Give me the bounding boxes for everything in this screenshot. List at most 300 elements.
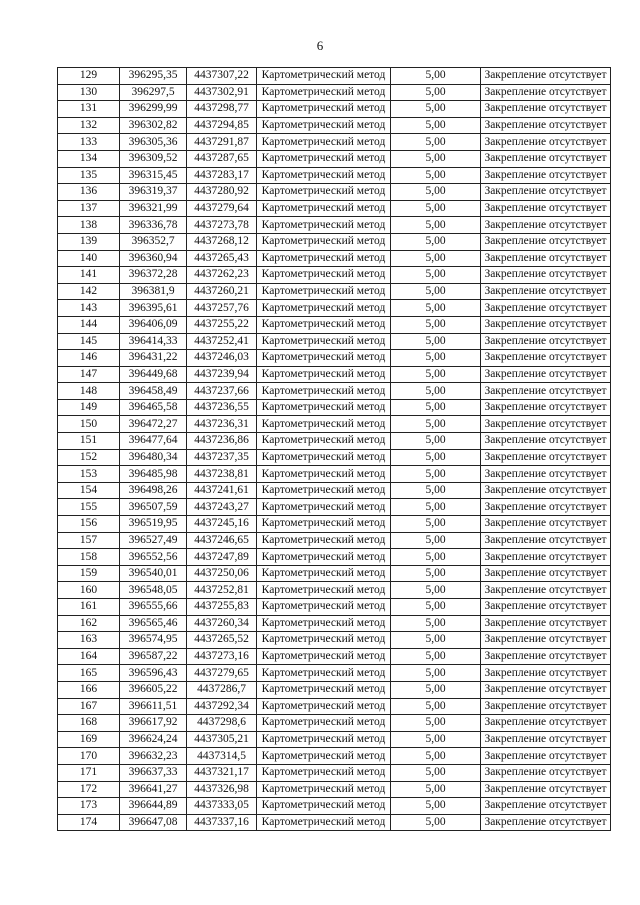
point-number-cell: 171 — [58, 764, 120, 781]
method-cell: Картометрический метод — [257, 499, 391, 516]
x-coordinate-cell: 396480,34 — [120, 449, 187, 466]
method-cell: Картометрический метод — [257, 366, 391, 383]
fixation-cell: Закрепление отсутствует — [481, 599, 611, 616]
point-number-cell: 136 — [58, 184, 120, 201]
x-coordinate-cell: 396540,01 — [120, 565, 187, 582]
y-coordinate-cell: 4437302,91 — [187, 84, 257, 101]
y-coordinate-cell: 4437337,16 — [187, 814, 257, 831]
x-coordinate-cell: 396302,82 — [120, 117, 187, 134]
method-cell: Картометрический метод — [257, 764, 391, 781]
y-coordinate-cell: 4437292,34 — [187, 698, 257, 715]
fixation-cell: Закрепление отсутствует — [481, 267, 611, 284]
x-coordinate-cell: 396641,27 — [120, 781, 187, 798]
point-number-cell: 149 — [58, 399, 120, 416]
x-coordinate-cell: 396315,45 — [120, 167, 187, 184]
point-number-cell: 157 — [58, 532, 120, 549]
accuracy-cell: 5,00 — [391, 814, 481, 831]
y-coordinate-cell: 4437307,22 — [187, 68, 257, 85]
y-coordinate-cell: 4437280,92 — [187, 184, 257, 201]
method-cell: Картометрический метод — [257, 433, 391, 450]
accuracy-cell: 5,00 — [391, 333, 481, 350]
method-cell: Картометрический метод — [257, 117, 391, 134]
x-coordinate-cell: 396574,95 — [120, 632, 187, 649]
table-row — [58, 764, 611, 781]
point-number-cell: 153 — [58, 466, 120, 483]
fixation-cell: Закрепление отсутствует — [481, 681, 611, 698]
accuracy-cell: 5,00 — [391, 68, 481, 85]
x-coordinate-cell: 396297,5 — [120, 84, 187, 101]
method-cell: Картометрический метод — [257, 466, 391, 483]
x-coordinate-cell: 396299,99 — [120, 101, 187, 118]
fixation-cell: Закрепление отсутствует — [481, 549, 611, 566]
method-cell: Картометрический метод — [257, 134, 391, 151]
table-body — [58, 68, 611, 831]
accuracy-cell: 5,00 — [391, 84, 481, 101]
y-coordinate-cell: 4437273,78 — [187, 217, 257, 234]
x-coordinate-cell: 396431,22 — [120, 350, 187, 367]
fixation-cell: Закрепление отсутствует — [481, 516, 611, 533]
accuracy-cell: 5,00 — [391, 599, 481, 616]
fixation-cell: Закрепление отсутствует — [481, 167, 611, 184]
x-coordinate-cell: 396552,56 — [120, 549, 187, 566]
x-coordinate-cell: 396647,08 — [120, 814, 187, 831]
accuracy-cell: 5,00 — [391, 731, 481, 748]
accuracy-cell: 5,00 — [391, 648, 481, 665]
fixation-cell: Закрепление отсутствует — [481, 134, 611, 151]
table-row — [58, 632, 611, 649]
x-coordinate-cell: 396605,22 — [120, 681, 187, 698]
table-row — [58, 184, 611, 201]
point-number-cell: 152 — [58, 449, 120, 466]
fixation-cell: Закрепление отсутствует — [481, 715, 611, 732]
method-cell: Картометрический метод — [257, 482, 391, 499]
y-coordinate-cell: 4437294,85 — [187, 117, 257, 134]
x-coordinate-cell: 396527,49 — [120, 532, 187, 549]
accuracy-cell: 5,00 — [391, 184, 481, 201]
method-cell: Картометрический метод — [257, 399, 391, 416]
fixation-cell: Закрепление отсутствует — [481, 698, 611, 715]
table-row — [58, 565, 611, 582]
fixation-cell: Закрепление отсутствует — [481, 798, 611, 815]
point-number-cell: 137 — [58, 200, 120, 217]
method-cell: Картометрический метод — [257, 333, 391, 350]
point-number-cell: 163 — [58, 632, 120, 649]
fixation-cell: Закрепление отсутствует — [481, 84, 611, 101]
table-row — [58, 615, 611, 632]
method-cell: Картометрический метод — [257, 582, 391, 599]
fixation-cell: Закрепление отсутствует — [481, 764, 611, 781]
table-row — [58, 250, 611, 267]
x-coordinate-cell: 396295,35 — [120, 68, 187, 85]
y-coordinate-cell: 4437298,6 — [187, 715, 257, 732]
y-coordinate-cell: 4437236,55 — [187, 399, 257, 416]
fixation-cell: Закрепление отсутствует — [481, 101, 611, 118]
method-cell: Картометрический метод — [257, 233, 391, 250]
accuracy-cell: 5,00 — [391, 565, 481, 582]
method-cell: Картометрический метод — [257, 250, 391, 267]
x-coordinate-cell: 396548,05 — [120, 582, 187, 599]
point-number-cell: 162 — [58, 615, 120, 632]
fixation-cell: Закрепление отсутствует — [481, 68, 611, 85]
point-number-cell: 155 — [58, 499, 120, 516]
y-coordinate-cell: 4437257,76 — [187, 300, 257, 317]
point-number-cell: 135 — [58, 167, 120, 184]
fixation-cell: Закрепление отсутствует — [481, 416, 611, 433]
fixation-cell: Закрепление отсутствует — [481, 316, 611, 333]
fixation-cell: Закрепление отсутствует — [481, 615, 611, 632]
table-row — [58, 482, 611, 499]
point-number-cell: 141 — [58, 267, 120, 284]
accuracy-cell: 5,00 — [391, 200, 481, 217]
fixation-cell: Закрепление отсутствует — [481, 233, 611, 250]
accuracy-cell: 5,00 — [391, 482, 481, 499]
x-coordinate-cell: 396352,7 — [120, 233, 187, 250]
x-coordinate-cell: 396321,99 — [120, 200, 187, 217]
table-row — [58, 549, 611, 566]
x-coordinate-cell: 396449,68 — [120, 366, 187, 383]
table-row — [58, 316, 611, 333]
y-coordinate-cell: 4437246,65 — [187, 532, 257, 549]
table-row — [58, 134, 611, 151]
point-number-cell: 129 — [58, 68, 120, 85]
x-coordinate-cell: 396611,51 — [120, 698, 187, 715]
fixation-cell: Закрепление отсутствует — [481, 150, 611, 167]
y-coordinate-cell: 4437265,52 — [187, 632, 257, 649]
fixation-cell: Закрепление отсутствует — [481, 781, 611, 798]
method-cell: Картометрический метод — [257, 599, 391, 616]
point-number-cell: 164 — [58, 648, 120, 665]
table-row — [58, 698, 611, 715]
method-cell: Картометрический метод — [257, 316, 391, 333]
accuracy-cell: 5,00 — [391, 466, 481, 483]
table-row — [58, 731, 611, 748]
method-cell: Картометрический метод — [257, 731, 391, 748]
fixation-cell: Закрепление отсутствует — [481, 632, 611, 649]
method-cell: Картометрический метод — [257, 267, 391, 284]
table-row — [58, 283, 611, 300]
table-row — [58, 814, 611, 831]
accuracy-cell: 5,00 — [391, 681, 481, 698]
method-cell: Картометрический метод — [257, 698, 391, 715]
accuracy-cell: 5,00 — [391, 233, 481, 250]
point-number-cell: 138 — [58, 217, 120, 234]
y-coordinate-cell: 4437333,05 — [187, 798, 257, 815]
method-cell: Картометрический метод — [257, 814, 391, 831]
x-coordinate-cell: 396406,09 — [120, 316, 187, 333]
accuracy-cell: 5,00 — [391, 134, 481, 151]
fixation-cell: Закрепление отсутствует — [481, 333, 611, 350]
point-number-cell: 148 — [58, 383, 120, 400]
method-cell: Картометрический метод — [257, 150, 391, 167]
method-cell: Картометрический метод — [257, 84, 391, 101]
point-number-cell: 161 — [58, 599, 120, 616]
accuracy-cell: 5,00 — [391, 399, 481, 416]
accuracy-cell: 5,00 — [391, 101, 481, 118]
method-cell: Картометрический метод — [257, 283, 391, 300]
accuracy-cell: 5,00 — [391, 698, 481, 715]
method-cell: Картометрический метод — [257, 383, 391, 400]
table-row — [58, 267, 611, 284]
x-coordinate-cell: 396498,26 — [120, 482, 187, 499]
y-coordinate-cell: 4437268,12 — [187, 233, 257, 250]
accuracy-cell: 5,00 — [391, 217, 481, 234]
table-row — [58, 466, 611, 483]
point-number-cell: 160 — [58, 582, 120, 599]
method-cell: Картометрический метод — [257, 549, 391, 566]
method-cell: Картометрический метод — [257, 449, 391, 466]
table-row — [58, 681, 611, 698]
fixation-cell: Закрепление отсутствует — [481, 433, 611, 450]
point-number-cell: 150 — [58, 416, 120, 433]
x-coordinate-cell: 396565,46 — [120, 615, 187, 632]
y-coordinate-cell: 4437273,16 — [187, 648, 257, 665]
table-row — [58, 167, 611, 184]
y-coordinate-cell: 4437241,61 — [187, 482, 257, 499]
point-number-cell: 133 — [58, 134, 120, 151]
point-number-cell: 166 — [58, 681, 120, 698]
table-row — [58, 150, 611, 167]
table-row — [58, 383, 611, 400]
y-coordinate-cell: 4437314,5 — [187, 748, 257, 765]
y-coordinate-cell: 4437255,22 — [187, 316, 257, 333]
x-coordinate-cell: 396507,59 — [120, 499, 187, 516]
fixation-cell: Закрепление отсутствует — [481, 250, 611, 267]
page-number: 6 — [316, 38, 324, 53]
table-row — [58, 117, 611, 134]
point-number-cell: 151 — [58, 433, 120, 450]
table-row — [58, 416, 611, 433]
x-coordinate-cell: 396458,49 — [120, 383, 187, 400]
x-coordinate-cell: 396336,78 — [120, 217, 187, 234]
x-coordinate-cell: 396465,58 — [120, 399, 187, 416]
y-coordinate-cell: 4437305,21 — [187, 731, 257, 748]
point-number-cell: 170 — [58, 748, 120, 765]
accuracy-cell: 5,00 — [391, 549, 481, 566]
y-coordinate-cell: 4437247,89 — [187, 549, 257, 566]
method-cell: Картометрический метод — [257, 416, 391, 433]
point-number-cell: 132 — [58, 117, 120, 134]
fixation-cell: Закрепление отсутствует — [481, 217, 611, 234]
y-coordinate-cell: 4437245,16 — [187, 516, 257, 533]
table-row — [58, 582, 611, 599]
y-coordinate-cell: 4437255,83 — [187, 599, 257, 616]
table-row — [58, 333, 611, 350]
point-number-cell: 156 — [58, 516, 120, 533]
fixation-cell: Закрепление отсутствует — [481, 283, 611, 300]
point-number-cell: 167 — [58, 698, 120, 715]
accuracy-cell: 5,00 — [391, 632, 481, 649]
y-coordinate-cell: 4437291,87 — [187, 134, 257, 151]
y-coordinate-cell: 4437250,06 — [187, 565, 257, 582]
table-row — [58, 217, 611, 234]
table-row — [58, 233, 611, 250]
y-coordinate-cell: 4437236,86 — [187, 433, 257, 450]
accuracy-cell: 5,00 — [391, 532, 481, 549]
accuracy-cell: 5,00 — [391, 665, 481, 682]
y-coordinate-cell: 4437279,64 — [187, 200, 257, 217]
table-row — [58, 665, 611, 682]
method-cell: Картометрический метод — [257, 715, 391, 732]
accuracy-cell: 5,00 — [391, 366, 481, 383]
point-number-cell: 147 — [58, 366, 120, 383]
point-number-cell: 144 — [58, 316, 120, 333]
table-row — [58, 101, 611, 118]
fixation-cell: Закрепление отсутствует — [481, 117, 611, 134]
accuracy-cell: 5,00 — [391, 167, 481, 184]
y-coordinate-cell: 4437326,98 — [187, 781, 257, 798]
method-cell: Картометрический метод — [257, 300, 391, 317]
method-cell: Картометрический метод — [257, 350, 391, 367]
x-coordinate-cell: 396372,28 — [120, 267, 187, 284]
accuracy-cell: 5,00 — [391, 350, 481, 367]
x-coordinate-cell: 396414,33 — [120, 333, 187, 350]
fixation-cell: Закрепление отсутствует — [481, 565, 611, 582]
fixation-cell: Закрепление отсутствует — [481, 499, 611, 516]
method-cell: Картометрический метод — [257, 217, 391, 234]
y-coordinate-cell: 4437262,23 — [187, 267, 257, 284]
y-coordinate-cell: 4437252,41 — [187, 333, 257, 350]
y-coordinate-cell: 4437283,17 — [187, 167, 257, 184]
fixation-cell: Закрепление отсутствует — [481, 383, 611, 400]
x-coordinate-cell: 396519,95 — [120, 516, 187, 533]
table-row — [58, 68, 611, 85]
point-number-cell: 140 — [58, 250, 120, 267]
y-coordinate-cell: 4437287,65 — [187, 150, 257, 167]
fixation-cell: Закрепление отсутствует — [481, 532, 611, 549]
fixation-cell: Закрепление отсутствует — [481, 200, 611, 217]
y-coordinate-cell: 4437260,21 — [187, 283, 257, 300]
point-number-cell: 173 — [58, 798, 120, 815]
table-row — [58, 499, 611, 516]
point-number-cell: 172 — [58, 781, 120, 798]
x-coordinate-cell: 396644,89 — [120, 798, 187, 815]
y-coordinate-cell: 4437286,7 — [187, 681, 257, 698]
x-coordinate-cell: 396360,94 — [120, 250, 187, 267]
table-row — [58, 748, 611, 765]
accuracy-cell: 5,00 — [391, 117, 481, 134]
method-cell: Картометрический метод — [257, 681, 391, 698]
accuracy-cell: 5,00 — [391, 316, 481, 333]
table-row — [58, 399, 611, 416]
x-coordinate-cell: 396485,98 — [120, 466, 187, 483]
point-number-cell: 145 — [58, 333, 120, 350]
accuracy-cell: 5,00 — [391, 582, 481, 599]
y-coordinate-cell: 4437239,94 — [187, 366, 257, 383]
y-coordinate-cell: 4437265,43 — [187, 250, 257, 267]
accuracy-cell: 5,00 — [391, 433, 481, 450]
table-row — [58, 532, 611, 549]
accuracy-cell: 5,00 — [391, 781, 481, 798]
x-coordinate-cell: 396617,92 — [120, 715, 187, 732]
accuracy-cell: 5,00 — [391, 383, 481, 400]
x-coordinate-cell: 396632,23 — [120, 748, 187, 765]
fixation-cell: Закрепление отсутствует — [481, 449, 611, 466]
fixation-cell: Закрепление отсутствует — [481, 731, 611, 748]
point-number-cell: 130 — [58, 84, 120, 101]
y-coordinate-cell: 4437260,34 — [187, 615, 257, 632]
y-coordinate-cell: 4437279,65 — [187, 665, 257, 682]
y-coordinate-cell: 4437238,81 — [187, 466, 257, 483]
table-row — [58, 599, 611, 616]
point-number-cell: 165 — [58, 665, 120, 682]
method-cell: Картометрический метод — [257, 665, 391, 682]
point-number-cell: 158 — [58, 549, 120, 566]
x-coordinate-cell: 396596,43 — [120, 665, 187, 682]
accuracy-cell: 5,00 — [391, 416, 481, 433]
fixation-cell: Закрепление отсутствует — [481, 665, 611, 682]
y-coordinate-cell: 4437243,27 — [187, 499, 257, 516]
table-row — [58, 350, 611, 367]
table-row — [58, 648, 611, 665]
accuracy-cell: 5,00 — [391, 748, 481, 765]
y-coordinate-cell: 4437237,66 — [187, 383, 257, 400]
accuracy-cell: 5,00 — [391, 150, 481, 167]
method-cell: Картометрический метод — [257, 532, 391, 549]
point-number-cell: 139 — [58, 233, 120, 250]
point-number-cell: 134 — [58, 150, 120, 167]
point-number-cell: 169 — [58, 731, 120, 748]
x-coordinate-cell: 396381,9 — [120, 283, 187, 300]
accuracy-cell: 5,00 — [391, 764, 481, 781]
table-row — [58, 200, 611, 217]
table-row — [58, 300, 611, 317]
accuracy-cell: 5,00 — [391, 250, 481, 267]
method-cell: Картометрический метод — [257, 565, 391, 582]
method-cell: Картометрический метод — [257, 101, 391, 118]
fixation-cell: Закрепление отсутствует — [481, 399, 611, 416]
method-cell: Картометрический метод — [257, 516, 391, 533]
method-cell: Картометрический метод — [257, 648, 391, 665]
x-coordinate-cell: 396472,27 — [120, 416, 187, 433]
point-number-cell: 154 — [58, 482, 120, 499]
y-coordinate-cell: 4437298,77 — [187, 101, 257, 118]
fixation-cell: Закрепление отсутствует — [481, 300, 611, 317]
x-coordinate-cell: 396309,52 — [120, 150, 187, 167]
fixation-cell: Закрепление отсутствует — [481, 366, 611, 383]
method-cell: Картометрический метод — [257, 798, 391, 815]
method-cell: Картометрический метод — [257, 68, 391, 85]
accuracy-cell: 5,00 — [391, 267, 481, 284]
accuracy-cell: 5,00 — [391, 283, 481, 300]
fixation-cell: Закрепление отсутствует — [481, 814, 611, 831]
accuracy-cell: 5,00 — [391, 798, 481, 815]
x-coordinate-cell: 396555,66 — [120, 599, 187, 616]
point-number-cell: 168 — [58, 715, 120, 732]
accuracy-cell: 5,00 — [391, 615, 481, 632]
fixation-cell: Закрепление отсутствует — [481, 648, 611, 665]
point-number-cell: 143 — [58, 300, 120, 317]
table-row — [58, 798, 611, 815]
y-coordinate-cell: 4437236,31 — [187, 416, 257, 433]
accuracy-cell: 5,00 — [391, 516, 481, 533]
x-coordinate-cell: 396624,24 — [120, 731, 187, 748]
x-coordinate-cell: 396319,37 — [120, 184, 187, 201]
table-row — [58, 516, 611, 533]
fixation-cell: Закрепление отсутствует — [481, 582, 611, 599]
point-number-cell: 146 — [58, 350, 120, 367]
table-row — [58, 84, 611, 101]
x-coordinate-cell: 396395,61 — [120, 300, 187, 317]
y-coordinate-cell: 4437237,35 — [187, 449, 257, 466]
table-row — [58, 433, 611, 450]
table-row — [58, 449, 611, 466]
method-cell: Картометрический метод — [257, 781, 391, 798]
accuracy-cell: 5,00 — [391, 300, 481, 317]
method-cell: Картометрический метод — [257, 184, 391, 201]
fixation-cell: Закрепление отсутствует — [481, 482, 611, 499]
point-number-cell: 159 — [58, 565, 120, 582]
method-cell: Картометрический метод — [257, 632, 391, 649]
